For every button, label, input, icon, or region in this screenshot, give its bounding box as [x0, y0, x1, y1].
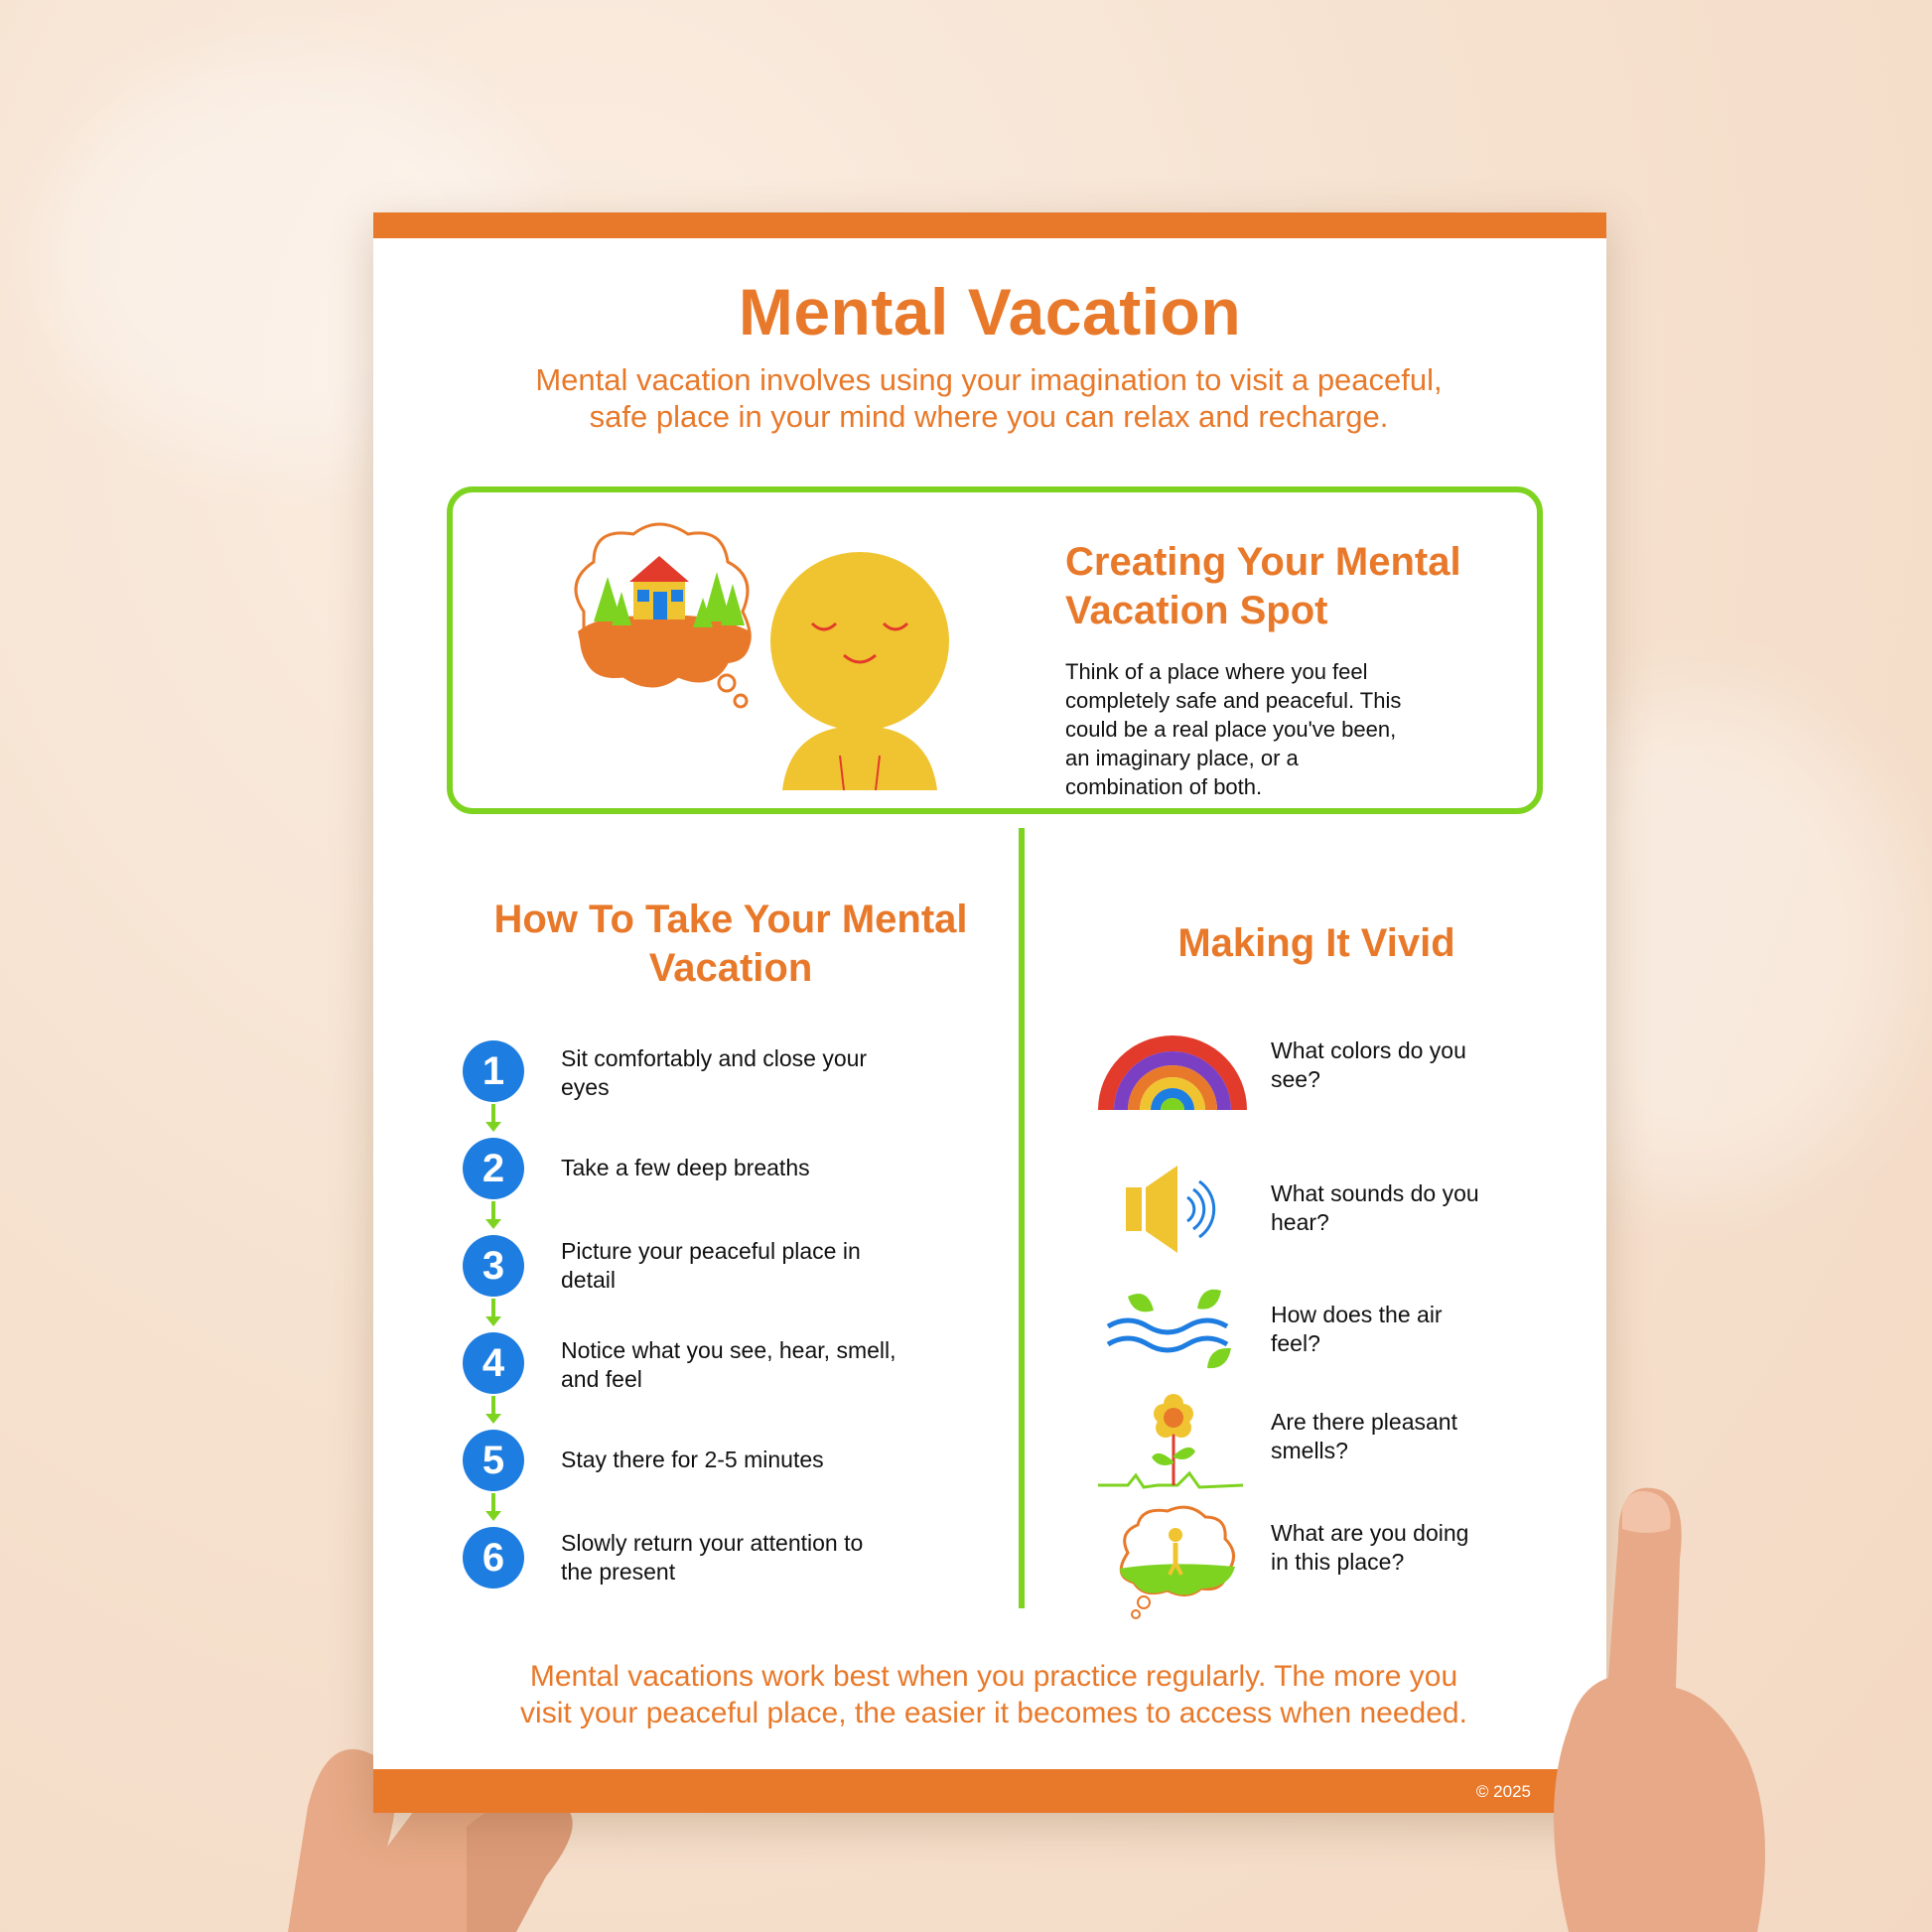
- vivid-question: What colors do you see?: [1271, 1037, 1466, 1092]
- step-4: [463, 1332, 999, 1396]
- step-text: Notice what you see, hear, smell, and feel: [561, 1337, 897, 1392]
- page-subtitle: Mental vacation involves using your imagination to visit a peaceful, safe place in your mind where you can relax and recharge.: [535, 362, 1443, 434]
- step-1: [463, 1040, 999, 1104]
- howto-title: How To Take Your Mental Vacation: [493, 897, 968, 990]
- spot-title: Creating Your Mental Vacation Spot: [1065, 540, 1461, 632]
- step-arrow: [491, 1201, 495, 1223]
- step-2: [463, 1138, 999, 1201]
- speaker-icon: [1098, 1160, 1247, 1259]
- thought-cloud-cabin-icon: [564, 522, 762, 711]
- step-number-badge: 2: [463, 1138, 524, 1199]
- step-6: [463, 1527, 999, 1590]
- step-text: Slowly return your attention to the present: [561, 1530, 864, 1585]
- column-divider: [1019, 828, 1025, 1608]
- step-arrow: [491, 1299, 495, 1320]
- vivid-question: What are you doing in this place?: [1271, 1520, 1469, 1575]
- step-arrow: [491, 1104, 495, 1126]
- step-text: Stay there for 2-5 minutes: [561, 1447, 824, 1472]
- vivid-question: How does the air feel?: [1271, 1302, 1443, 1356]
- spot-description: Think of a place where you feel completely safe and peaceful. This could be a real place you've been, an imaginary place, or a combination of both.: [1065, 659, 1402, 799]
- wind-leaves-icon: [1098, 1277, 1247, 1376]
- calm-person-icon: [760, 552, 959, 790]
- vivid-title: Making It Vivid: [1177, 921, 1455, 965]
- footer-note: Mental vacations work best when you practice regularly. The more you visit your peaceful place, the easier it becomes to access when needed.: [520, 1660, 1467, 1729]
- right-hand: [1420, 1390, 1817, 1932]
- step-number-badge: 4: [463, 1332, 524, 1394]
- step-number-badge: 6: [463, 1527, 524, 1588]
- copyright-text: © 2025: [1475, 1782, 1531, 1801]
- thought-cloud-person-icon: [1098, 1503, 1247, 1622]
- top-accent-bar: [373, 212, 1606, 238]
- step-number-badge: 1: [463, 1040, 524, 1102]
- step-text: Picture your peaceful place in detail: [561, 1238, 861, 1293]
- flower-icon: [1098, 1384, 1247, 1493]
- vacation-spot-box: [447, 486, 1543, 814]
- step-text: Take a few deep breaths: [561, 1155, 810, 1180]
- step-arrow: [491, 1396, 495, 1418]
- rainbow-icon: [1098, 1021, 1247, 1120]
- step-number-badge: 5: [463, 1430, 524, 1491]
- vivid-question: What sounds do you hear?: [1271, 1180, 1479, 1235]
- vivid-question: Are there pleasant smells?: [1271, 1409, 1457, 1463]
- step-3: [463, 1235, 999, 1299]
- step-number-badge: 3: [463, 1235, 524, 1297]
- step-arrow: [491, 1493, 495, 1515]
- step-text: Sit comfortably and close your eyes: [561, 1045, 868, 1100]
- step-5: [463, 1430, 999, 1493]
- page-title: Mental Vacation: [738, 275, 1242, 348]
